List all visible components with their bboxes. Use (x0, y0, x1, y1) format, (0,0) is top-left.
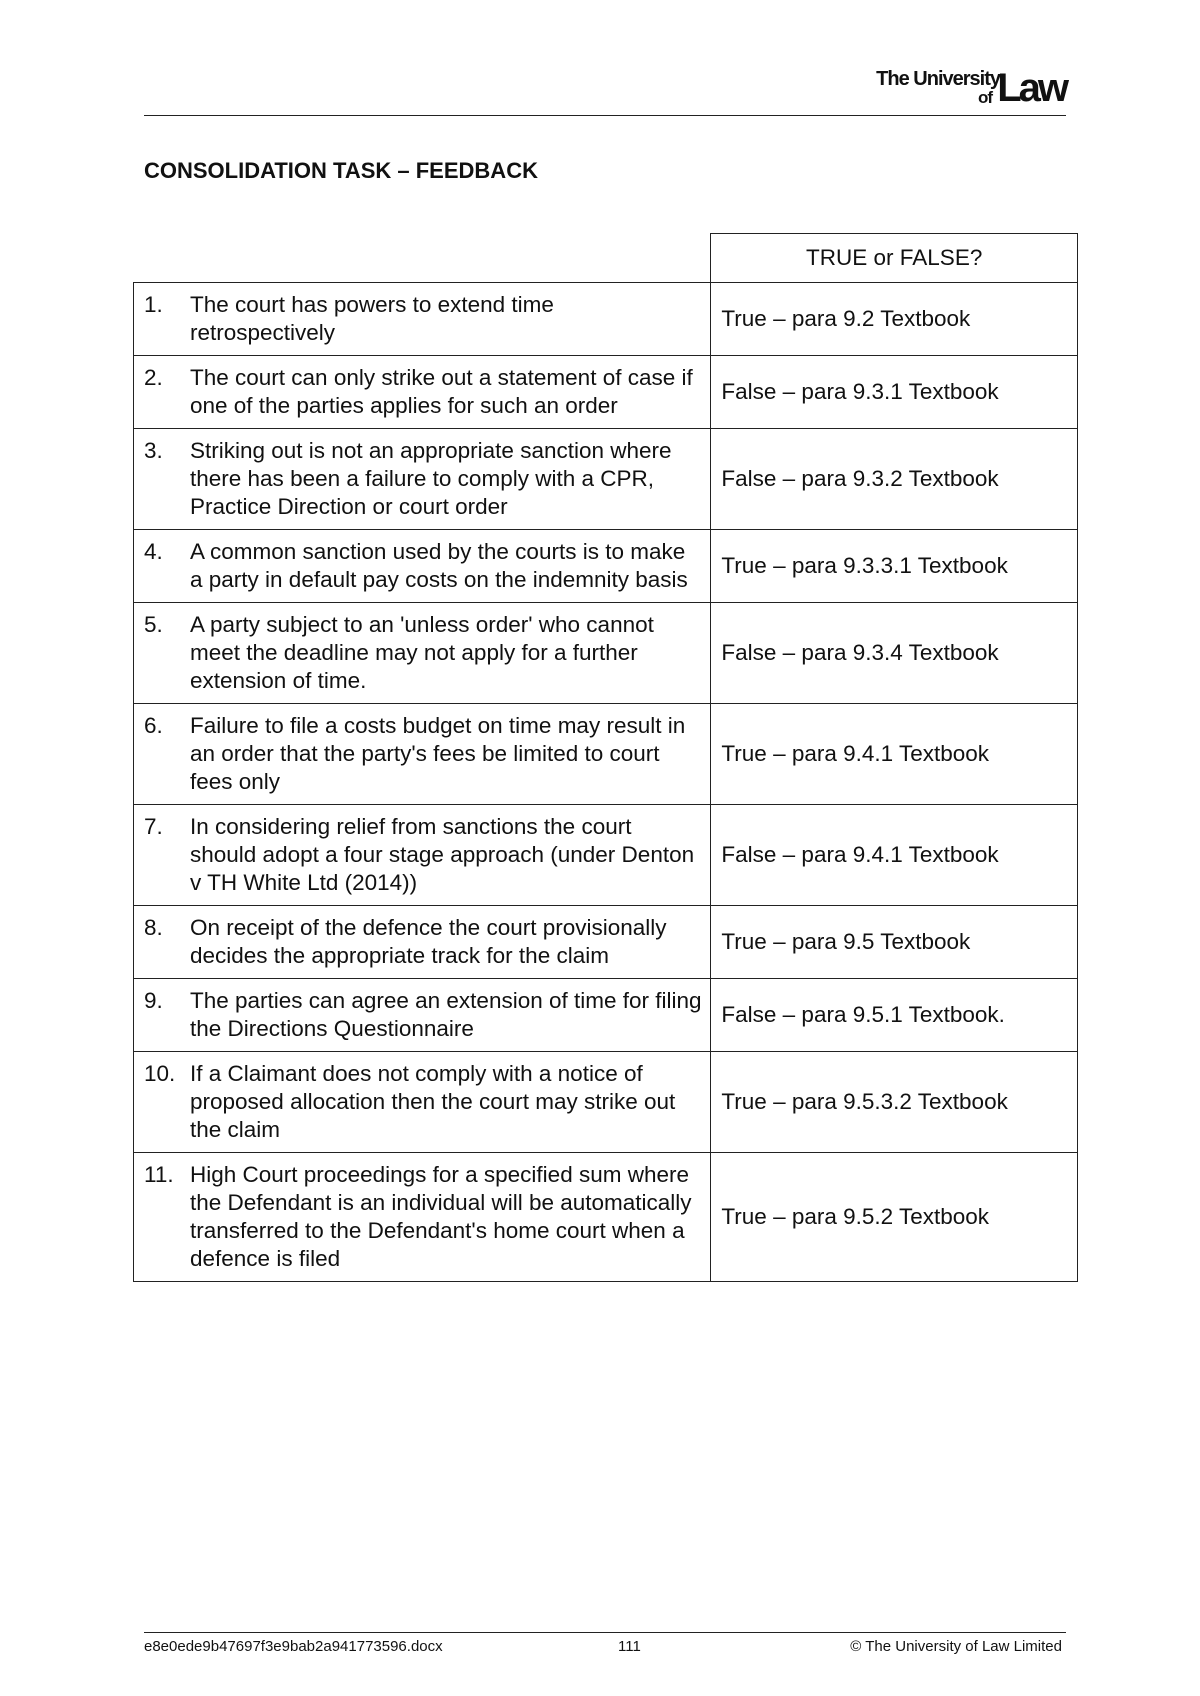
question-cell (134, 805, 711, 906)
question-text: In considering relief from sanctions the court should adopt a four stage approach (under Denton v TH White Ltd (2014)) (190, 814, 695, 895)
table-row (134, 283, 1078, 356)
header-divider (144, 115, 1066, 116)
question-number: 2. (144, 365, 163, 390)
question-cell (134, 356, 711, 429)
question-text: Failure to file a costs budget on time may result in an order that the party's fees be limited to court fees only (190, 713, 686, 794)
answer-cell: True – para 9.5.2 Textbook (711, 1153, 1078, 1282)
true-false-column-header: TRUE or FALSE? (711, 234, 1078, 283)
question-cell (134, 603, 711, 704)
logo-text-of: of (977, 88, 992, 107)
question-number: 10. (144, 1061, 176, 1086)
question-number: 5. (144, 612, 163, 637)
answer-cell: False – para 9.4.1 Textbook (711, 805, 1078, 906)
table-row (134, 1052, 1078, 1153)
question-number: 7. (144, 814, 163, 839)
question-cell (134, 429, 711, 530)
question-number: 8. (144, 915, 163, 940)
footer-copyright: © The University of Law Limited (850, 1638, 1062, 1655)
question-number: 1. (144, 292, 163, 317)
question-cell (134, 906, 711, 979)
question-cell (134, 283, 711, 356)
answer-cell: True – para 9.5 Textbook (711, 906, 1078, 979)
question-text: High Court proceedings for a specified sum where the Defendant is an individual will be automatically transferred to the Defendant's home court when a defence is filed (190, 1162, 692, 1271)
answer-cell: False – para 9.3.2 Textbook (711, 429, 1078, 530)
question-text: If a Claimant does not comply with a notice of proposed allocation then the court may strike out the claim (190, 1061, 676, 1142)
feedback-table (133, 233, 1078, 1282)
question-cell (134, 1052, 711, 1153)
answer-cell: True – para 9.4.1 Textbook (711, 704, 1078, 805)
question-text: A common sanction used by the courts is to make a party in default pay costs on the indemnity basis (190, 539, 688, 592)
blank-header-cell (134, 234, 711, 283)
university-logo (846, 66, 1066, 110)
question-text: The court has powers to extend time retrospectively (190, 292, 554, 345)
table-row (134, 906, 1078, 979)
question-text: The parties can agree an extension of time for filing the Directions Questionnaire (190, 988, 702, 1041)
question-number: 9. (144, 988, 163, 1013)
page-title: CONSOLIDATION TASK – FEEDBACK (144, 158, 538, 183)
table-row (134, 704, 1078, 805)
table-row (134, 979, 1078, 1052)
table-row (134, 429, 1078, 530)
logo-text-university: The University (876, 68, 1000, 90)
question-cell (134, 530, 711, 603)
question-cell (134, 979, 711, 1052)
answer-cell: True – para 9.3.3.1 Textbook (711, 530, 1078, 603)
footer-divider (144, 1632, 1066, 1633)
question-text: The court can only strike out a statement of case if one of the parties applies for such an order (190, 365, 693, 418)
table-row (134, 603, 1078, 704)
question-text: Striking out is not an appropriate sanction where there has been a failure to comply with a CPR, Practice Direction or court order (190, 438, 672, 519)
question-number: 11. (144, 1162, 174, 1187)
footer-filename: e8e0ede9b47697f3e9bab2a941773596.docx (144, 1638, 443, 1655)
question-number: 6. (144, 713, 163, 738)
logo-text-law: Law (997, 66, 1066, 110)
table-row (134, 1153, 1078, 1282)
footer-page-number: 111 (618, 1638, 641, 1655)
table-row (134, 805, 1078, 906)
table-row (134, 356, 1078, 429)
answer-cell: False – para 9.3.1 Textbook (711, 356, 1078, 429)
question-text: A party subject to an 'unless order' who cannot meet the deadline may not apply for a further extension of time. (190, 612, 654, 693)
question-number: 4. (144, 539, 163, 564)
table-row (134, 530, 1078, 603)
answer-cell: True – para 9.5.3.2 Textbook (711, 1052, 1078, 1153)
answer-cell: False – para 9.3.4 Textbook (711, 603, 1078, 704)
question-cell (134, 1153, 711, 1282)
question-number: 3. (144, 438, 163, 463)
table-header-row (134, 234, 1078, 283)
question-text: On receipt of the defence the court provisionally decides the appropriate track for the claim (190, 915, 667, 968)
answer-cell: True – para 9.2 Textbook (711, 283, 1078, 356)
question-cell (134, 704, 711, 805)
answer-cell: False – para 9.5.1 Textbook. (711, 979, 1078, 1052)
